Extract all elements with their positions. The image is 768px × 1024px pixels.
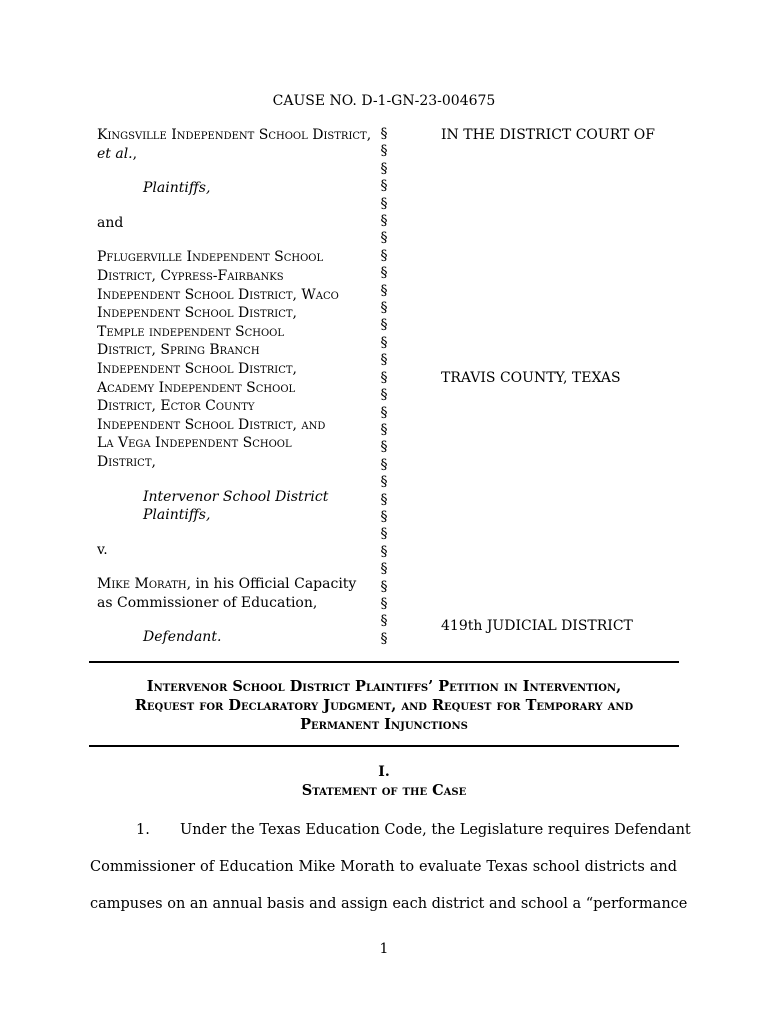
cause-number: CAUSE NO. D-1-GN-23-004675 [272, 93, 496, 109]
paragraph-1 [90, 812, 691, 923]
intervenor-line: Academy Independent School [97, 379, 296, 396]
plaintiffs-name: Kingsville Independent School District, [97, 127, 372, 143]
intervenor-line: District, Spring Branch [97, 342, 260, 359]
paragraph-number: 1. [136, 822, 150, 838]
case-caption [97, 126, 387, 647]
intervenor-line: Independent School District, [97, 305, 297, 322]
section-symbol: § [380, 543, 388, 560]
section-symbol: § [380, 247, 388, 264]
defendant-line2: as Commissioner of Education, [97, 594, 318, 611]
defendant-line1 [97, 575, 387, 594]
defendant-desc-1: , in his Official Capacity [186, 576, 357, 593]
et-al: et al. [97, 145, 133, 162]
section-symbol: § [380, 491, 388, 508]
intervenor-line: District, Cypress-Fairbanks [97, 267, 284, 284]
section-symbol: § [380, 369, 388, 386]
intervenor-line: Independent School District, and [97, 416, 326, 433]
plaintiffs-comma: , [132, 145, 138, 162]
section-symbol: § [380, 213, 388, 230]
section-symbol: § [380, 526, 388, 543]
section-title: Statement of the Case [301, 782, 467, 799]
section-symbol: § [380, 282, 388, 299]
defendant-name: Mike Morath [97, 576, 187, 593]
versus: v. [97, 541, 108, 558]
paragraph-line-3: campuses on an annual basis and assign each district and school a “performance [90, 896, 688, 912]
section-symbol: § [380, 352, 388, 369]
section-symbol: § [380, 265, 388, 282]
page-number: 1 [379, 941, 389, 957]
section-symbol: § [380, 421, 388, 438]
section-symbol: § [380, 387, 388, 404]
section-symbol: § [380, 595, 388, 612]
intervenors-block [97, 248, 387, 471]
section-symbol: § [380, 178, 388, 195]
section-symbol: § [380, 126, 388, 142]
intervenor-line: Independent School District, [97, 360, 297, 377]
intervenor-line: Independent School District, Waco [97, 286, 339, 303]
court-line-1: IN THE DISTRICT COURT OF [441, 127, 655, 143]
plaintiffs-block [97, 126, 387, 163]
top-rule [89, 661, 679, 663]
section-symbol: § [380, 230, 388, 247]
title-line-1: Intervenor School District Plaintiffs’ Petition in Intervention, [146, 678, 622, 695]
paragraph-line-1 [90, 812, 691, 849]
section-symbol-column [377, 126, 391, 648]
section-symbol: § [380, 561, 388, 578]
section-symbol: § [380, 439, 388, 456]
defendant-role: Defendant. [143, 629, 222, 646]
section-symbol: § [380, 160, 388, 177]
document-title [89, 677, 679, 734]
court-line-2: TRAVIS COUNTY, TEXAS [441, 370, 621, 386]
intervenor-line: Pflugerville Independent School [97, 249, 324, 266]
intervenor-line: District, [97, 453, 156, 470]
section-symbol: § [380, 300, 388, 317]
intervenor-line: La Vega Independent School [97, 435, 292, 452]
paragraph-line-1-text: Under the Texas Education Code, the Legislature requires Defendant [180, 822, 691, 838]
intervenor-line: Temple independent School [97, 323, 284, 340]
and-connector: and [97, 214, 124, 231]
intervenors-role-line2: Plaintiffs, [143, 507, 211, 524]
section-symbol: § [380, 195, 388, 212]
title-line-2: Request for Declaratory Judgment, and Request for Temporary and [134, 697, 634, 714]
section-symbol: § [380, 613, 388, 630]
section-symbol: § [380, 143, 388, 160]
intervenor-line: District, Ector County [97, 398, 255, 415]
section-symbol: § [380, 508, 388, 525]
section-symbol: § [380, 630, 388, 647]
intervenors-role-line1: Intervenor School District [143, 488, 329, 505]
section-symbol: § [380, 334, 388, 351]
section-symbol: § [380, 317, 388, 334]
title-line-3: Permanent Injunctions [300, 716, 468, 733]
section-symbol: § [380, 404, 388, 421]
section-symbol: § [380, 456, 388, 473]
section-symbol: § [380, 474, 388, 491]
paragraph-line-2: Commissioner of Education Mike Morath to evaluate Texas school districts and [90, 859, 677, 875]
section-number: I. [378, 764, 390, 780]
bottom-rule [89, 745, 679, 747]
section-symbol: § [380, 578, 388, 595]
court-line-3: 419th JUDICIAL DISTRICT [441, 618, 633, 634]
plaintiffs-role: Plaintiffs, [143, 180, 211, 197]
